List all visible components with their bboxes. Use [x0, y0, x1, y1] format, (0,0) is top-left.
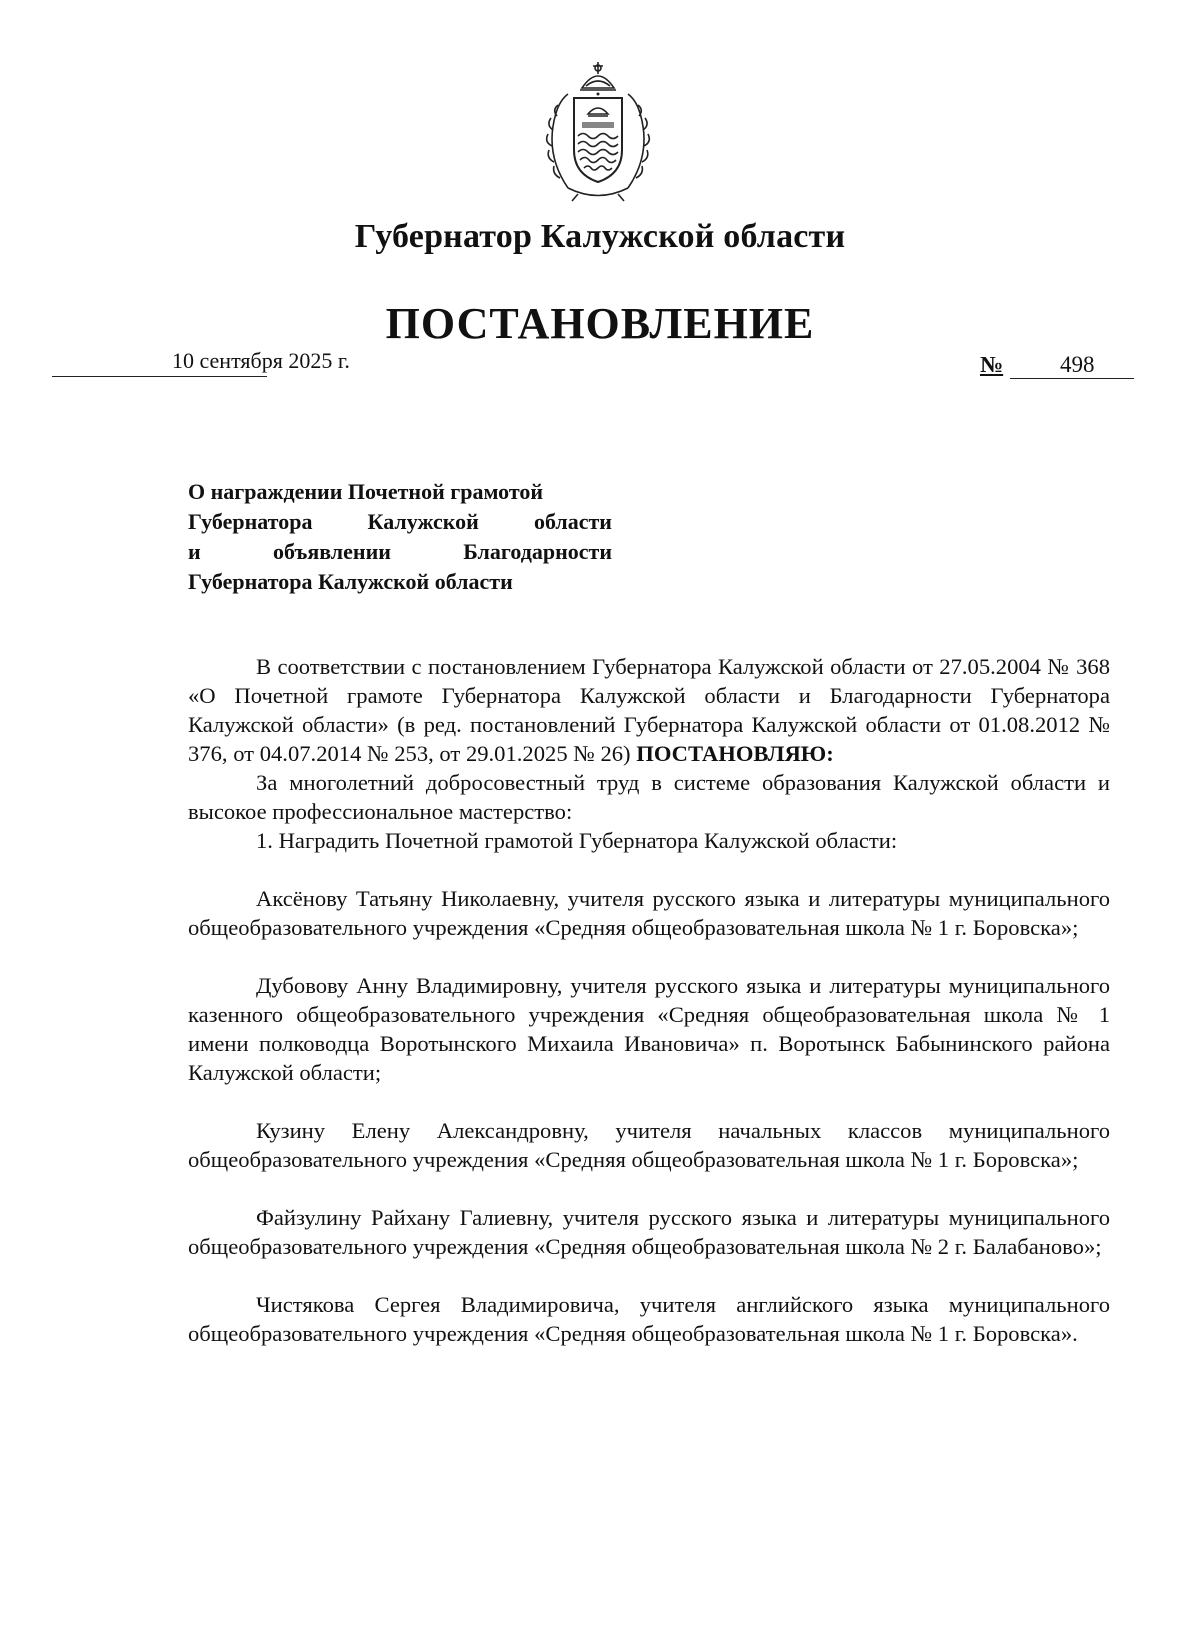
subject-line: и объявлении Благодарности	[188, 539, 612, 564]
awardee-paragraph: Кузину Елену Александровну, учителя начальных классов муниципального общеобразовательного учреждения «Средняя общеобразовательная школа № 1 г. Боровска»;	[188, 1118, 1110, 1172]
authority-title: Губернатор Калужской области	[354, 218, 846, 255]
awardee-paragraph: Дубовову Анну Владимировну, учителя русского языка и литературы муниципального казенного общеобразовательного учреждения «Средняя общеобразовательная школа № 1 имени полководца Воротынского Михаила Ивановича» п. Воротынск Бабынинского района Калужской области;	[188, 973, 1110, 1085]
reason-paragraph: За многолетний добросовестный труд в системе образования Калужской области и высокое профессиональное мастерство:	[188, 770, 1110, 824]
number-underline	[1010, 378, 1134, 379]
subject-line: Губернатора Калужской области	[188, 569, 513, 594]
document-number: 498	[1060, 352, 1095, 377]
awardee-paragraph: Файзулину Райхану Галиевну, учителя русского языка и литературы муниципального общеобразовательного учреждения «Средняя общеобразовательная школа № 2 г. Балабаново»;	[188, 1205, 1110, 1259]
awardee-paragraph: Чистякова Сергея Владимировича, учителя английского языка муниципального общеобразовательного учреждения «Средняя общеобразовательная школа № 1 г. Боровска».	[188, 1292, 1110, 1346]
number-sign: №	[980, 352, 1004, 377]
preamble-paragraph	[188, 652, 1110, 768]
decree-word: ПОСТАНОВЛЯЮ:	[636, 741, 834, 766]
document-type-title: ПОСТАНОВЛЕНИЕ	[385, 299, 815, 348]
preamble-text: В соответствии с постановлением Губернатора Калужской области от 27.05.2004 № 368 «О Почетной грамоте Губернатора Калужской области и Благодарности Губернатора Калужской области» (в ред. постановлений Губернатора Калужской области от 01.08.2012 № 376, от 04.07.2014 № 253, от 29.01.2025 № 26)	[188, 654, 1110, 766]
subject-line: О награждении Почетной грамотой	[188, 479, 544, 504]
document-subject	[188, 477, 612, 597]
clause-1: 1. Наградить Почетной грамотой Губернатора Калужской области:	[256, 828, 898, 853]
subject-line: Губернатора Калужской области	[188, 509, 612, 534]
awardee-paragraph: Аксёнову Татьяну Николаевну, учителя русского языка и литературы муниципального общеобразовательного учреждения «Средняя общеобразовательная школа № 1 г. Боровска»;	[188, 886, 1110, 940]
date-underline	[52, 376, 267, 377]
document-date: 10 сентября 2025 г.	[172, 348, 350, 373]
coat-of-arms-icon	[538, 58, 658, 203]
document-body	[188, 652, 1110, 1348]
